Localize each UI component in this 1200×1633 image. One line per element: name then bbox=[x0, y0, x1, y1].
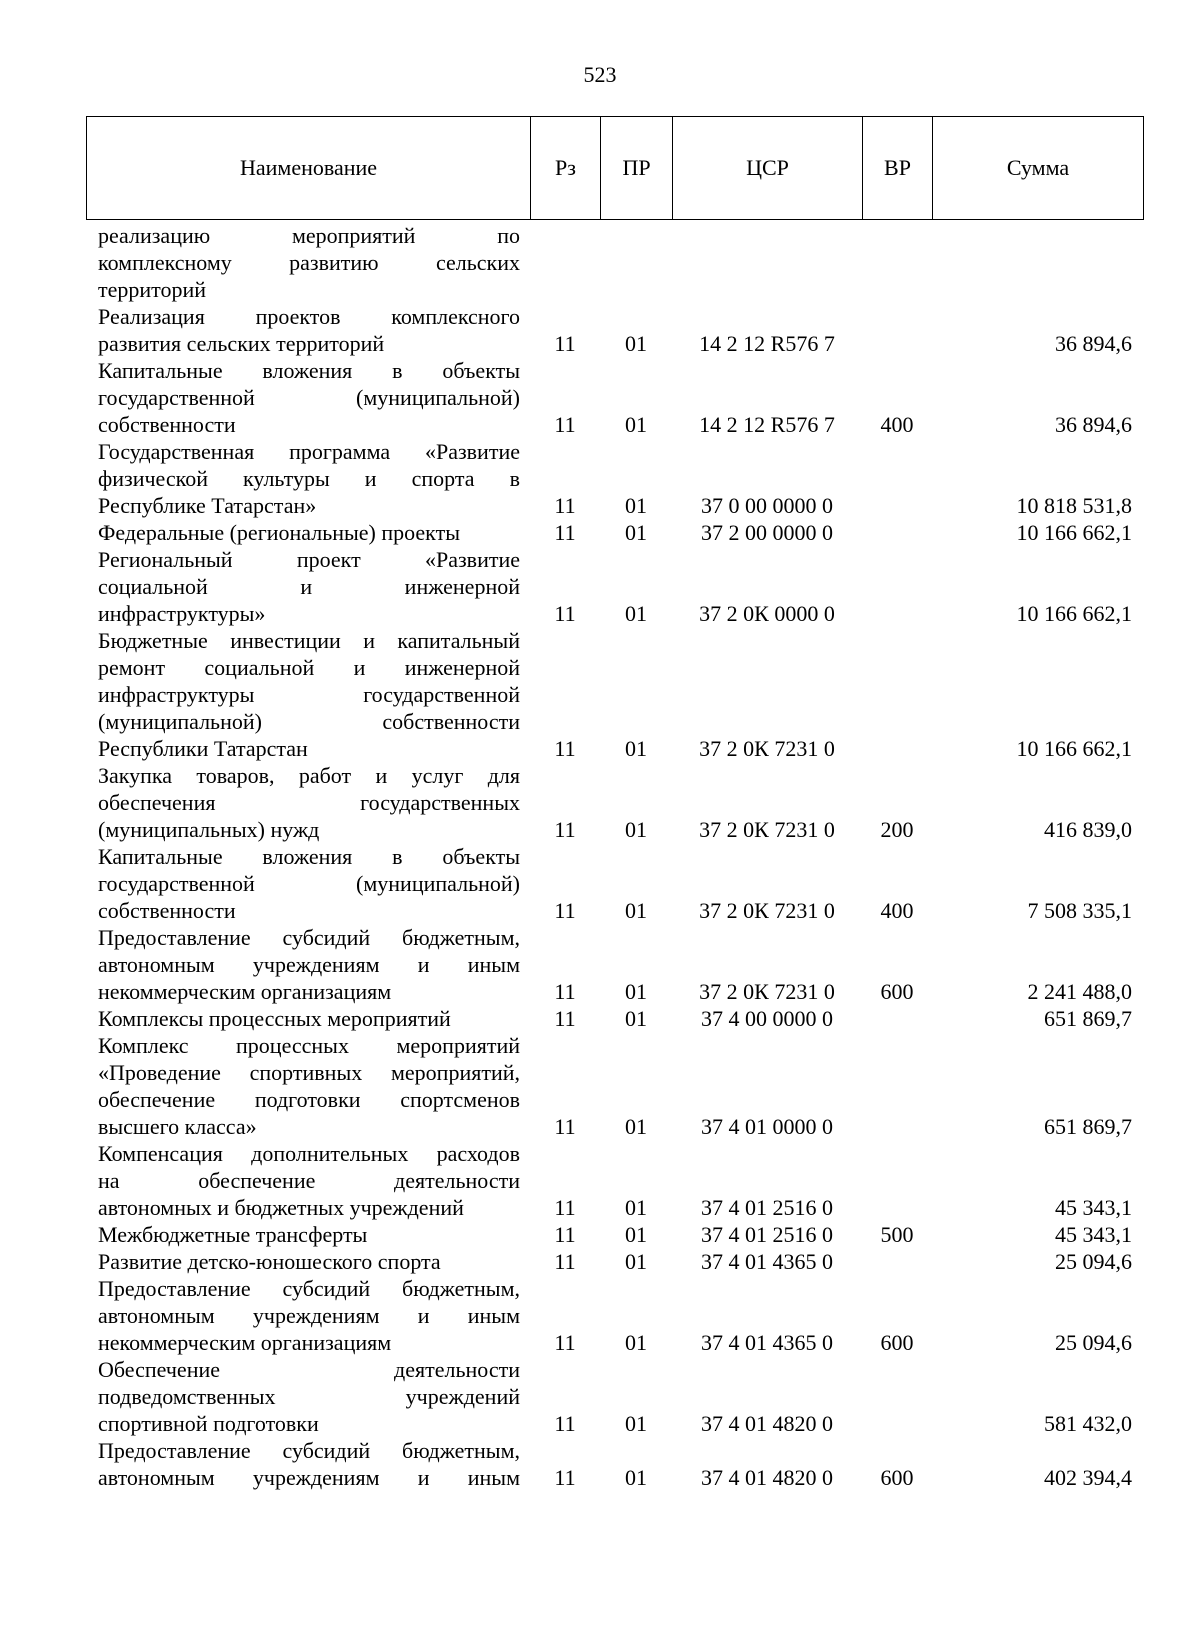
row-name bbox=[86, 1005, 530, 1032]
table-row bbox=[86, 546, 1142, 627]
row-name-line: автономным учреждениям и иным bbox=[98, 1465, 520, 1490]
table-header bbox=[86, 116, 1144, 220]
row-vr: 400 bbox=[880, 898, 914, 923]
row-name bbox=[86, 1032, 530, 1140]
row-name-line: Бюджетные инвестиции и капитальный bbox=[98, 628, 520, 653]
row-vr: 500 bbox=[880, 1222, 914, 1247]
row-name bbox=[86, 519, 530, 546]
row-rz: 11 bbox=[554, 520, 576, 545]
row-name-line: собственности bbox=[98, 412, 236, 437]
row-name-line: спортивной подготовки bbox=[98, 1411, 319, 1436]
table-row bbox=[86, 1275, 1142, 1356]
row-name-line: Предоставление субсидий бюджетным, bbox=[98, 1438, 520, 1463]
row-sum: 10 818 531,8 bbox=[1016, 493, 1132, 518]
row-name-line: развития сельских территорий bbox=[98, 331, 385, 356]
table-row bbox=[86, 222, 1142, 303]
row-name-line: Предоставление субсидий бюджетным, bbox=[98, 1276, 520, 1301]
row-pr: 01 bbox=[625, 1114, 647, 1139]
table-row bbox=[86, 1140, 1142, 1221]
table-row bbox=[86, 627, 1142, 762]
row-sum: 7 508 335,1 bbox=[1027, 898, 1132, 923]
row-pr: 01 bbox=[625, 1195, 647, 1220]
row-name-line: Комплекс процессных мероприятий bbox=[98, 1033, 520, 1058]
table-row bbox=[86, 357, 1142, 438]
row-name-line: инфраструктуры государственной bbox=[98, 682, 520, 707]
row-name bbox=[86, 303, 530, 357]
row-name-line: некоммерческим организациям bbox=[98, 1330, 392, 1355]
row-csr: 37 2 0К 7231 0 bbox=[699, 979, 835, 1004]
row-rz: 11 bbox=[554, 412, 576, 437]
row-name-line: «Проведение спортивных мероприятий, bbox=[98, 1060, 520, 1085]
row-pr: 01 bbox=[625, 1222, 647, 1247]
table-row bbox=[86, 924, 1142, 1005]
row-csr: 37 4 01 4365 0 bbox=[701, 1330, 833, 1355]
row-pr: 01 bbox=[625, 898, 647, 923]
row-sum: 10 166 662,1 bbox=[1016, 520, 1132, 545]
row-name-line: Республики Татарстан bbox=[98, 736, 308, 761]
row-sum: 416 839,0 bbox=[1044, 817, 1132, 842]
row-name bbox=[86, 1275, 530, 1356]
row-pr: 01 bbox=[625, 979, 647, 1004]
row-name-line: подведомственных учреждений bbox=[98, 1384, 520, 1409]
page-number: 523 bbox=[583, 62, 617, 87]
table-row bbox=[86, 762, 1142, 843]
table-row bbox=[86, 438, 1142, 519]
row-rz: 11 bbox=[554, 331, 576, 356]
row-rz: 11 bbox=[554, 1330, 576, 1355]
row-name-line: Реализация проектов комплексного bbox=[98, 304, 520, 329]
row-csr: 37 2 0К 0000 0 bbox=[699, 601, 835, 626]
row-rz: 11 bbox=[554, 1411, 576, 1436]
row-sum: 10 166 662,1 bbox=[1016, 736, 1132, 761]
row-sum: 402 394,4 bbox=[1044, 1465, 1132, 1490]
column-header-pr: ПР bbox=[601, 117, 673, 219]
row-name-line: автономным учреждениям и иным bbox=[98, 1303, 520, 1328]
row-csr: 37 0 00 0000 0 bbox=[701, 493, 833, 518]
row-sum: 45 343,1 bbox=[1055, 1195, 1132, 1220]
row-sum: 10 166 662,1 bbox=[1016, 601, 1132, 626]
row-pr: 01 bbox=[625, 736, 647, 761]
row-csr: 37 2 0К 7231 0 bbox=[699, 736, 835, 761]
row-name-line: Закупка товаров, работ и услуг для bbox=[98, 763, 520, 788]
row-rz: 11 bbox=[554, 493, 576, 518]
row-rz: 11 bbox=[554, 1195, 576, 1220]
table-body bbox=[86, 222, 1142, 1491]
row-pr: 01 bbox=[625, 1411, 647, 1436]
row-pr: 01 bbox=[625, 331, 647, 356]
row-name-line: государственной (муниципальной) bbox=[98, 385, 520, 410]
row-name-line: на обеспечение деятельности bbox=[98, 1168, 520, 1193]
row-rz: 11 bbox=[554, 1249, 576, 1274]
row-name-line: высшего класса» bbox=[98, 1114, 257, 1139]
row-name-line: Государственная программа «Развитие bbox=[98, 439, 520, 464]
row-name bbox=[86, 1437, 530, 1491]
row-name-line: Капитальные вложения в объекты bbox=[98, 358, 520, 383]
table-row bbox=[86, 1032, 1142, 1140]
row-vr: 400 bbox=[880, 412, 914, 437]
row-name-line: государственной (муниципальной) bbox=[98, 871, 520, 896]
row-csr: 37 4 01 0000 0 bbox=[701, 1114, 833, 1139]
row-sum: 36 894,6 bbox=[1055, 412, 1132, 437]
row-name-line: Предоставление субсидий бюджетным, bbox=[98, 925, 520, 950]
row-pr: 01 bbox=[625, 601, 647, 626]
row-name-line: физической культуры и спорта в bbox=[98, 466, 520, 491]
row-rz: 11 bbox=[554, 736, 576, 761]
row-name-line: автономных и бюджетных учреждений bbox=[98, 1195, 464, 1220]
row-pr: 01 bbox=[625, 412, 647, 437]
row-sum: 25 094,6 bbox=[1055, 1249, 1132, 1274]
row-name-line: Капитальные вложения в объекты bbox=[98, 844, 520, 869]
row-csr: 14 2 12 R576 7 bbox=[699, 331, 835, 356]
row-name-line: Комплексы процессных мероприятий bbox=[98, 1006, 451, 1031]
row-csr: 14 2 12 R576 7 bbox=[699, 412, 835, 437]
column-header-csr: ЦСР bbox=[673, 117, 863, 219]
row-name bbox=[86, 546, 530, 627]
table-row bbox=[86, 1356, 1142, 1437]
column-header-rz: Рз bbox=[531, 117, 601, 219]
row-sum: 25 094,6 bbox=[1055, 1330, 1132, 1355]
row-rz: 11 bbox=[554, 1465, 576, 1490]
table-row bbox=[86, 303, 1142, 357]
row-vr: 600 bbox=[880, 1465, 914, 1490]
row-rz: 11 bbox=[554, 1006, 576, 1031]
row-name-line: Обеспечение деятельности bbox=[98, 1357, 520, 1382]
row-name-line: Компенсация дополнительных расходов bbox=[98, 1141, 520, 1166]
table-row bbox=[86, 1221, 1142, 1248]
row-sum: 36 894,6 bbox=[1055, 331, 1132, 356]
row-sum: 651 869,7 bbox=[1044, 1006, 1132, 1031]
row-csr: 37 4 01 4820 0 bbox=[701, 1411, 833, 1436]
row-name-line: комплексному развитию сельских bbox=[98, 250, 520, 275]
row-rz: 11 bbox=[554, 817, 576, 842]
row-vr: 600 bbox=[880, 1330, 914, 1355]
row-rz: 11 bbox=[554, 601, 576, 626]
row-name bbox=[86, 1248, 530, 1275]
row-pr: 01 bbox=[625, 1465, 647, 1490]
row-name-line: автономным учреждениям и иным bbox=[98, 952, 520, 977]
row-csr: 37 4 00 0000 0 bbox=[701, 1006, 833, 1031]
row-name bbox=[86, 438, 530, 519]
row-name-line: инфраструктуры» bbox=[98, 601, 266, 626]
table-row bbox=[86, 519, 1142, 546]
column-header-vr: ВР bbox=[863, 117, 933, 219]
row-rz: 11 bbox=[554, 898, 576, 923]
row-name-line: Межбюджетные трансферты bbox=[98, 1222, 368, 1247]
row-name bbox=[86, 1140, 530, 1221]
row-name bbox=[86, 627, 530, 762]
row-rz: 11 bbox=[554, 1114, 576, 1139]
row-name-line: Развитие детско-юношеского спорта bbox=[98, 1249, 441, 1274]
column-header-name: Наименование bbox=[87, 117, 531, 219]
row-csr: 37 4 01 2516 0 bbox=[701, 1222, 833, 1247]
row-name bbox=[86, 843, 530, 924]
row-rz: 11 bbox=[554, 979, 576, 1004]
row-name-line: обеспечение подготовки спортсменов bbox=[98, 1087, 520, 1112]
row-csr: 37 4 01 4365 0 bbox=[701, 1249, 833, 1274]
table-row bbox=[86, 1437, 1142, 1491]
table-row bbox=[86, 1005, 1142, 1032]
row-pr: 01 bbox=[625, 1249, 647, 1274]
row-name-line: Региональный проект «Развитие bbox=[98, 547, 520, 572]
row-csr: 37 4 01 2516 0 bbox=[701, 1195, 833, 1220]
row-pr: 01 bbox=[625, 1330, 647, 1355]
table-row bbox=[86, 1248, 1142, 1275]
row-sum: 651 869,7 bbox=[1044, 1114, 1132, 1139]
row-name bbox=[86, 762, 530, 843]
row-name-line: территорий bbox=[98, 277, 207, 302]
row-csr: 37 2 0К 7231 0 bbox=[699, 817, 835, 842]
row-pr: 01 bbox=[625, 1006, 647, 1031]
row-name-line: ремонт социальной и инженерной bbox=[98, 655, 520, 680]
row-name-line: (муниципальной) собственности bbox=[98, 709, 520, 734]
row-vr: 600 bbox=[880, 979, 914, 1004]
row-rz: 11 bbox=[554, 1222, 576, 1247]
row-name bbox=[86, 924, 530, 1005]
row-sum: 581 432,0 bbox=[1044, 1411, 1132, 1436]
row-csr: 37 2 00 0000 0 bbox=[701, 520, 833, 545]
row-name-line: обеспечения государственных bbox=[98, 790, 520, 815]
row-name bbox=[86, 1221, 530, 1248]
column-header-sum: Сумма bbox=[1006, 155, 1070, 180]
row-name-line: некоммерческим организациям bbox=[98, 979, 392, 1004]
row-pr: 01 bbox=[625, 520, 647, 545]
row-name-line: социальной и инженерной bbox=[98, 574, 520, 599]
row-name-line: собственности bbox=[98, 898, 236, 923]
row-name-line: реализацию мероприятий по bbox=[98, 223, 520, 248]
row-name-line: Республике Татарстан» bbox=[98, 493, 317, 518]
row-csr: 37 2 0К 7231 0 bbox=[699, 898, 835, 923]
table-row bbox=[86, 843, 1142, 924]
row-name bbox=[86, 222, 530, 303]
row-csr: 37 4 01 4820 0 bbox=[701, 1465, 833, 1490]
row-pr: 01 bbox=[625, 493, 647, 518]
row-name-line: Федеральные (региональные) проекты bbox=[98, 520, 460, 545]
row-vr: 200 bbox=[880, 817, 914, 842]
row-sum: 45 343,1 bbox=[1055, 1222, 1132, 1247]
row-pr: 01 bbox=[625, 817, 647, 842]
row-name-line: (муниципальных) нужд bbox=[98, 817, 320, 842]
row-name bbox=[86, 1356, 530, 1437]
row-name bbox=[86, 357, 530, 438]
row-sum: 2 241 488,0 bbox=[1027, 979, 1132, 1004]
